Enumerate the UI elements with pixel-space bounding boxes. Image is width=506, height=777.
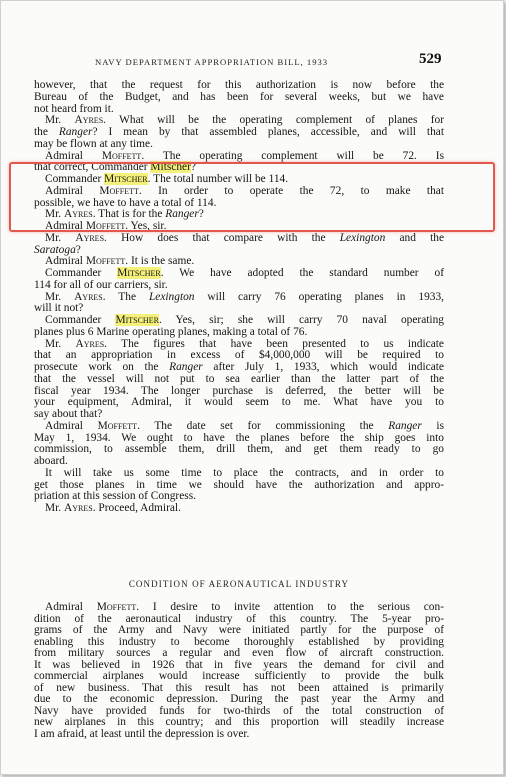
text-span: that correct, Commander: [34, 161, 151, 174]
annotation-highlight-box: [9, 162, 495, 232]
text-line: [34, 444, 444, 455]
text-span: aboard.: [34, 455, 68, 467]
text-span: 114 for all of our carriers, sir.: [34, 278, 168, 291]
text-line: [45, 256, 444, 267]
text-line: [34, 717, 444, 728]
text-span: ? I mean by that assembled planes, accessible, and will that: [92, 126, 444, 138]
text-span: is: [421, 419, 445, 432]
text-span: . It is the same.: [125, 255, 195, 268]
text-span: Moffett: [97, 419, 138, 432]
text-line: [45, 151, 444, 162]
text-line: [34, 706, 444, 717]
text-span: Ayres: [74, 114, 104, 127]
text-line: [34, 683, 444, 694]
text-line: [34, 245, 444, 256]
text-span: say about that?: [34, 408, 103, 420]
text-span: Admiral: [45, 419, 98, 432]
text-span: It was believed in 1926 that in five years the demand for civil and: [34, 658, 444, 671]
text-span: Mr.: [45, 337, 76, 350]
highlighted-name: Mitscher: [115, 314, 159, 326]
text-span: Moffett: [99, 184, 139, 197]
text-span: . The date set for commissioning the: [137, 419, 389, 432]
text-span: of new business. That this result has not been attained is primarily: [34, 681, 444, 694]
text-span: . Proceed, Admiral.: [92, 502, 181, 514]
text-span: Ayres: [75, 337, 105, 350]
text-span: . The total number will be 114.: [147, 173, 289, 185]
text-span: Ranger: [58, 126, 93, 138]
text-span: that an appropriation in excess of $4,000,000 will be required to: [34, 349, 444, 362]
text-line: [34, 280, 444, 291]
text-span: Admiral: [45, 184, 100, 197]
text-line: [45, 268, 444, 279]
text-span: Moffett: [85, 255, 126, 268]
text-span: ?: [190, 161, 196, 174]
text-line: [34, 397, 444, 408]
text-span: will carry 76 operating planes in 1933,: [194, 290, 445, 303]
text-span: Mr.: [45, 114, 75, 127]
text-line: [34, 303, 444, 314]
text-span: Commander: [45, 314, 116, 326]
text-span: dition of the aeronautical industry of this country. The 5-year pro-: [34, 612, 444, 625]
text-line: [34, 671, 444, 682]
text-line: [45, 233, 444, 244]
text-line: [34, 386, 444, 397]
text-span: that the vessel will not put to sea earlier than the latter part of the: [34, 372, 444, 385]
text-span: however, that the request for this authorization is now before the: [34, 79, 444, 91]
text-line: [34, 625, 444, 636]
text-span: new airplanes in this country; and this proportion will steadily increase: [34, 716, 444, 728]
text-line: [45, 503, 444, 514]
text-span: the: [34, 126, 59, 138]
text-line: [45, 421, 444, 432]
text-line: [34, 362, 444, 373]
text-line: [34, 139, 444, 150]
text-span: grams of the Army and Navy were initiated partly for the purpose of: [34, 624, 444, 636]
text-line: [34, 374, 444, 385]
text-span: Commander: [45, 267, 118, 279]
text-span: Admiral: [45, 601, 97, 613]
text-line: [34, 729, 444, 740]
highlighted-name: Mitscher: [150, 161, 191, 174]
text-line: [34, 127, 444, 138]
text-span: Admiral: [45, 149, 102, 162]
text-line: [45, 115, 444, 126]
text-span: may be flown at any time.: [34, 137, 153, 150]
text-line: [34, 637, 444, 648]
text-span: prosecute work on the: [34, 361, 170, 373]
text-span: . The: [102, 290, 149, 303]
text-span: Mr.: [45, 208, 64, 221]
text-line: [34, 491, 444, 502]
text-span: Ayres: [74, 290, 103, 303]
highlighted-name: Mitscher: [104, 173, 148, 185]
text-line: [45, 468, 444, 479]
text-span: get those planes in time we should have the authorization and appro-: [34, 478, 444, 491]
text-span: Navy have provided funds for two-thirds of the total construction of: [34, 704, 444, 717]
text-span: will it not?: [34, 302, 84, 315]
text-span: . How does that compare with the: [104, 231, 340, 244]
text-span: Ayres: [64, 502, 93, 514]
text-span: Lexington: [148, 290, 195, 303]
text-span: Commander: [45, 173, 105, 185]
section-title: CONDITION OF AERONAUTICAL INDUSTRY: [128, 579, 350, 589]
text-line: [45, 292, 444, 303]
text-span: enabling this industry to become thoroughly established by providing: [34, 635, 444, 648]
text-span: . That is for the: [92, 208, 166, 221]
text-span: Mr.: [45, 502, 64, 514]
text-span: Lexington: [339, 231, 386, 244]
text-span: May 1, 1934. We ought to have the planes before the ship goes into: [34, 431, 444, 444]
text-span: Ayres: [64, 208, 93, 221]
text-span: Admiral: [45, 255, 86, 268]
text-line: [34, 694, 444, 705]
text-span: . I desire to invite attention to the serious con-: [136, 601, 444, 613]
text-span: and the: [385, 231, 445, 244]
text-span: Ayres: [75, 231, 105, 244]
text-line: [34, 409, 444, 420]
page-number: 529: [419, 51, 442, 67]
text-span: ?: [75, 243, 81, 256]
text-span: Saratoga: [34, 243, 76, 256]
highlighted-name: Mitscher: [117, 267, 161, 279]
text-span: . We have adopted the standard number of: [160, 267, 444, 279]
text-span: Mr.: [45, 231, 76, 244]
text-span: Ranger: [169, 361, 203, 373]
text-span: due to the economic depression. During the past year the Army and: [34, 693, 444, 705]
text-span: Admiral: [45, 220, 86, 232]
text-span: ?: [198, 208, 204, 221]
text-span: priation at this session of Congress.: [34, 490, 196, 503]
text-span: possible, we have to have a total of 114.: [34, 196, 217, 209]
text-span: Mr.: [45, 290, 75, 303]
text-line: [34, 327, 444, 338]
text-line: [34, 660, 444, 671]
text-span: Ranger: [165, 208, 199, 221]
text-span: Bureau of the Budget, and has been for several weeks, but we have: [34, 90, 444, 103]
text-span: not heard from it.: [34, 102, 114, 115]
text-span: . The figures that have been presented to us indicate: [104, 337, 444, 350]
text-line: [34, 92, 444, 103]
text-line: [34, 456, 444, 467]
text-line: [45, 315, 444, 326]
text-span: Moffett: [101, 149, 142, 162]
text-span: Ranger: [388, 419, 422, 432]
text-line: [34, 80, 444, 91]
text-span: . What will be the operating complement of planes for: [103, 114, 444, 127]
text-span: Moffett: [96, 601, 137, 613]
text-span: from military sources a regular and even flow of aircraft construction.: [34, 647, 444, 659]
text-span: fiscal year 1934. The longer purchase is deferred, the better will be: [34, 384, 444, 397]
text-line: [34, 350, 444, 361]
text-span: I am afraid, at least until the depression is over.: [34, 727, 250, 740]
text-span: planes plus 6 Marine operating planes, making a total of 76.: [34, 325, 308, 338]
text-span: Moffett: [85, 220, 126, 232]
text-span: . In order to operate the 72, to make that: [138, 184, 444, 197]
text-span: after July 1, 1933, which would indicate: [202, 361, 444, 373]
text-line: [34, 614, 444, 625]
text-line: [34, 104, 444, 115]
text-line: [45, 602, 444, 613]
text-span: . The operating complement will be 72. Is: [141, 149, 444, 162]
text-line: [45, 339, 444, 350]
text-line: [34, 648, 444, 659]
running-header: NAVY DEPARTMENT APPROPRIATION BILL, 1933: [95, 57, 329, 67]
text-span: . Yes, sir.: [125, 220, 167, 232]
text-span: commission, to assemble them, drill them, and get them ready to go: [34, 443, 444, 456]
text-span: your equipment, Admiral, it would seem to me. What have you to: [34, 396, 444, 409]
text-line: [34, 480, 444, 491]
text-line: [34, 433, 444, 444]
text-span: . Yes, sir; she will carry 70 naval operating: [158, 314, 444, 326]
text-span: It will take us some time to place the contracts, and in order to: [45, 466, 444, 479]
text-span: commercial airplanes would increase sufficiently to provide the bulk: [34, 670, 444, 682]
